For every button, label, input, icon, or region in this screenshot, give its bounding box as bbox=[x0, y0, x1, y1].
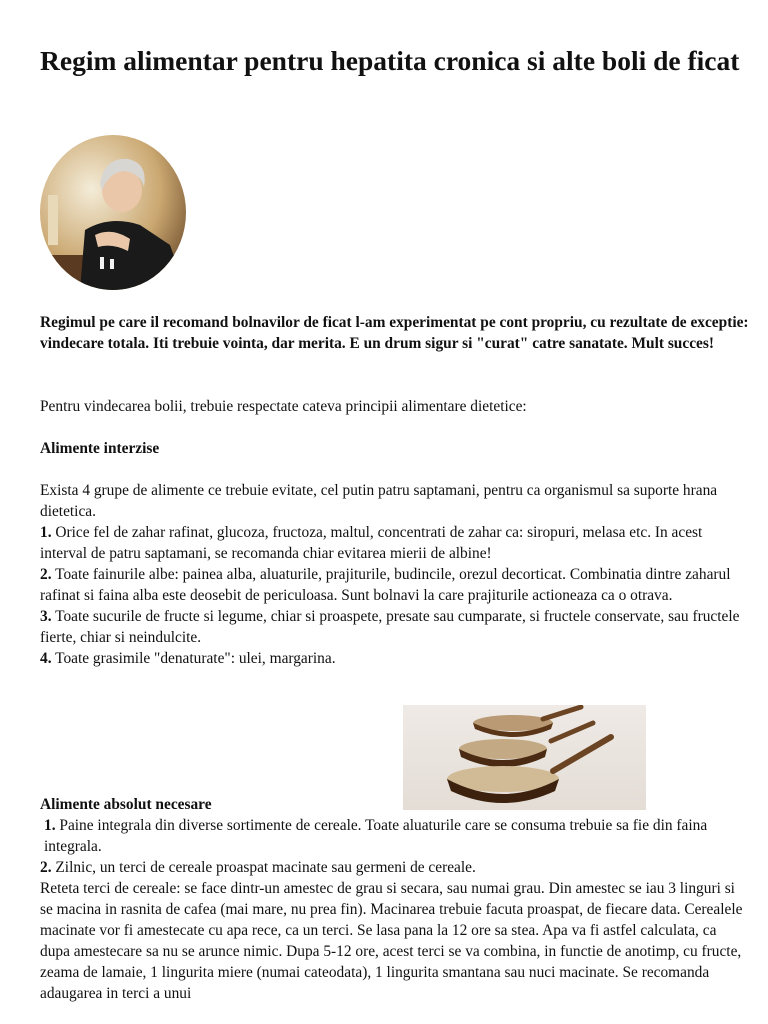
page-title: Regim alimentar pentru hepatita cronica si alte boli de ficat bbox=[40, 45, 740, 76]
list-item bbox=[40, 815, 750, 857]
list-item bbox=[40, 648, 750, 669]
list-item bbox=[40, 564, 750, 606]
item-number: 4. bbox=[40, 650, 52, 667]
item-number: 3. bbox=[40, 608, 52, 625]
list-item bbox=[40, 857, 750, 878]
required-heading: Alimente absolut necesare bbox=[40, 796, 212, 813]
elderly-woman-illustration bbox=[40, 135, 186, 290]
item-number: 2. bbox=[40, 859, 52, 876]
item-text: Toate sucurile de fructe si legume, chiar si proaspete, presate sau cumparate, si fructele conservate, sau fructele fierte, chiar si neindulcite. bbox=[40, 608, 740, 646]
list-item bbox=[40, 522, 750, 564]
intro-bold-paragraph: Regimul pe care il recomand bolnavilor de ficat l-am experimentat pe cont propriu, cu rezultate de exceptie: vindecare totala. Iti trebuie vointa, dar merita. E un drum sigur si "curat" catre sanatate. Mult succes! bbox=[40, 314, 749, 352]
item-text: Paine integrala din diverse sortimente de cereale. Toate aluaturile care se consuma trebuie sa fie din faina integrala. bbox=[44, 817, 708, 855]
item-text: Toate grasimile "denaturate": ulei, margarina. bbox=[51, 650, 336, 667]
forbidden-heading: Alimente interzise bbox=[40, 440, 160, 457]
item-number: 1. bbox=[40, 524, 52, 541]
item-text: Orice fel de zahar rafinat, glucoza, fructoza, maltul, concentrati de zahar ca: siropuri, melasa etc. In acest interval de patru saptamani, se recomanda chiar evitarea mierii de albine! bbox=[40, 524, 703, 562]
principles-paragraph: Pentru vindecarea bolii, trebuie respectate cateva principii alimentare dietetice: bbox=[40, 398, 527, 415]
forbidden-intro: Exista 4 grupe de alimente ce trebuie evitate, cel putin patru saptamani, pentru ca organismul sa suporte hrana dietetica. bbox=[40, 482, 718, 520]
elderly-woman-photo bbox=[40, 135, 186, 290]
item-number: 1. bbox=[44, 817, 56, 834]
recipe-paragraph: Reteta terci de cereale: se face dintr-un amestec de grau si secara, sau numai grau. Din amestec se iau 3 linguri si se macina in rasnita de cafea (mai mare, nu prea fin). Macinarea trebuie facuta proaspat, de fiecare data. Cerealele macinate vor fi amestecate cu apa rece, ca un terci. Se lasa pana la 12 ore sa stea. Apa va fi astfel calculata, ca dupa amestecare sa nu se arunce nimic. Dupa 5-12 ore, acest terci se va combina, in functie de anotimp, cu fructe, zeama de lamaie, 1 lingurita miere (numai cateodata), 1 lingurita smantana sau nuci macinate. Se recomanda adaugarea in terci a unui bbox=[40, 880, 743, 1002]
list-item bbox=[40, 606, 750, 648]
required-list bbox=[40, 815, 750, 1004]
item-text: Toate fainurile albe: painea alba, aluaturile, prajiturile, budincile, orezul decorticat. Combinatia dintre zaharul rafinat si faina alba este deosebit de periculoasa. Sunt bolnavi la care prajiturile actioneaza ca o otrava. bbox=[40, 566, 731, 604]
forbidden-list bbox=[40, 480, 750, 669]
item-text: Zilnic, un terci de cereale proaspat macinate sau germeni de cereale. bbox=[51, 859, 476, 876]
item-number: 2. bbox=[40, 566, 52, 583]
